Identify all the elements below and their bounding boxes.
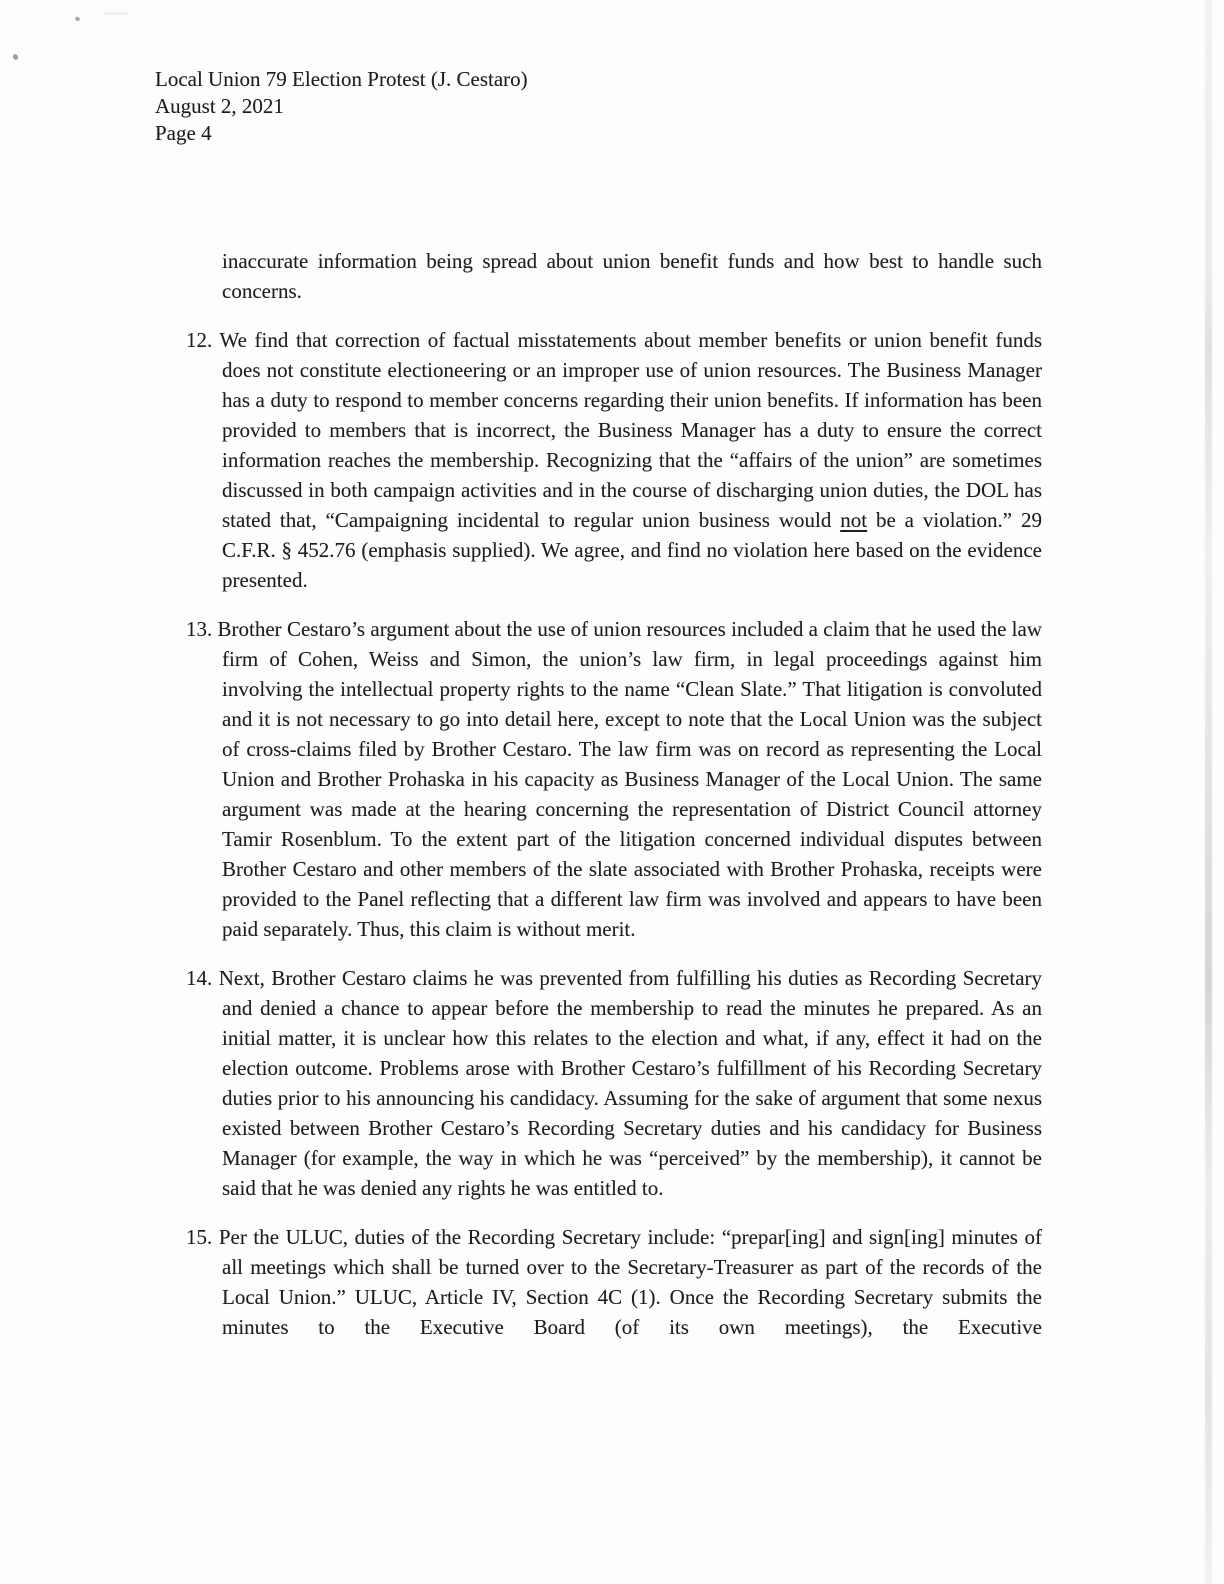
paragraph-number: 15. bbox=[186, 1225, 213, 1249]
paragraph-continuation: inaccurate information being spread about union benefit funds and how best to handle such concerns. bbox=[222, 249, 1042, 303]
scan-speckle bbox=[74, 16, 80, 22]
paragraph-14 bbox=[186, 963, 1042, 1203]
scan-speckle bbox=[12, 53, 19, 60]
scan-edge-shadow bbox=[1205, 0, 1212, 1584]
paragraph-15 bbox=[186, 1222, 1042, 1342]
scan-smudge bbox=[103, 12, 129, 15]
underlined-word: not bbox=[840, 508, 868, 532]
header-date: August 2, 2021 bbox=[155, 94, 284, 118]
page-header bbox=[155, 66, 528, 147]
paragraph-text: Brother Cestaro’s argument about the use of union resources included a claim that he used the law firm of Cohen, Weiss and Simon, the union’s law firm, in legal proceedings against him involving the intellectual property rights to the name “Clean Slate.” That litigation is convoluted and it is not necessary to go into detail here, except to note that the Local Union was the subject of cross-claims filed by Brother Cestaro. The law firm was on record as representing the Local Union and Brother Prohaska in his capacity as Business Manager of the Local Union. The same argument was made at the hearing concerning the representation of District Council attorney Tamir Rosenblum. To the extent part of the litigation concerned individual disputes between Brother Cestaro and other members of the slate associated with Brother Prohaska, receipts were provided to the Panel reflecting that a different law firm was involved and appears to have been paid separately. Thus, this claim is without merit. bbox=[217, 617, 1043, 941]
paragraph-12 bbox=[186, 325, 1042, 595]
paragraph-number: 12. bbox=[186, 328, 213, 352]
header-title: Local Union 79 Election Protest (J. Cestaro) bbox=[155, 67, 528, 91]
paragraph-text: Next, Brother Cestaro claims he was prevented from fulfilling his duties as Recording Secretary and denied a chance to appear before the membership to read the minutes he prepared. As an initial matter, it is unclear how this relates to the election and what, if any, effect it had on the election outcome. Problems arose with Brother Cestaro’s fulfillment of his Recording Secretary duties prior to his announcing his candidacy. Assuming for the sake of argument that some nexus existed between Brother Cestaro’s Recording Secretary duties and his candidacy for Business Manager (for example, the way in which he was “perceived” by the membership), it cannot be said that he was denied any rights he was entitled to. bbox=[218, 966, 1043, 1200]
header-page-number: Page 4 bbox=[155, 121, 212, 145]
paragraph-number: 13. bbox=[186, 617, 213, 641]
paragraph-text: Per the ULUC, duties of the Recording Secretary include: “prepar[ing] and sign[ing] minutes of all meetings which shall be turned over to the Secretary-Treasurer as part of the records of the Local Union.” ULUC, Article IV, Section 4C (1). Once the Recording Secretary submits the minutes to the Executive Board (of its own meetings), the Executive bbox=[218, 1225, 1043, 1339]
paragraph-13 bbox=[186, 614, 1042, 944]
paragraph-number: 14. bbox=[186, 966, 213, 990]
paragraph-text: We find that correction of factual misstatements about member benefits or union benefit funds does not constitute electioneering or an improper use of union resources. The Business Manager has a duty to respond to member concerns regarding their union benefits. If information has been provided to members that is incorrect, the Business Manager has a duty to ensure the correct information reaches the membership. Recognizing that the “affairs of the union” are sometimes discussed in both campaign activities and in the course of discharging union duties, the DOL has stated that, “Campaigning incidental to regular union business would bbox=[219, 328, 1043, 532]
paragraph-text: be a violation.” 29 C.F.R. § 452.76 (emphasis supplied). We agree, and find no violation here based on the evidence presented. bbox=[222, 508, 1042, 592]
document-body bbox=[186, 246, 1042, 1361]
